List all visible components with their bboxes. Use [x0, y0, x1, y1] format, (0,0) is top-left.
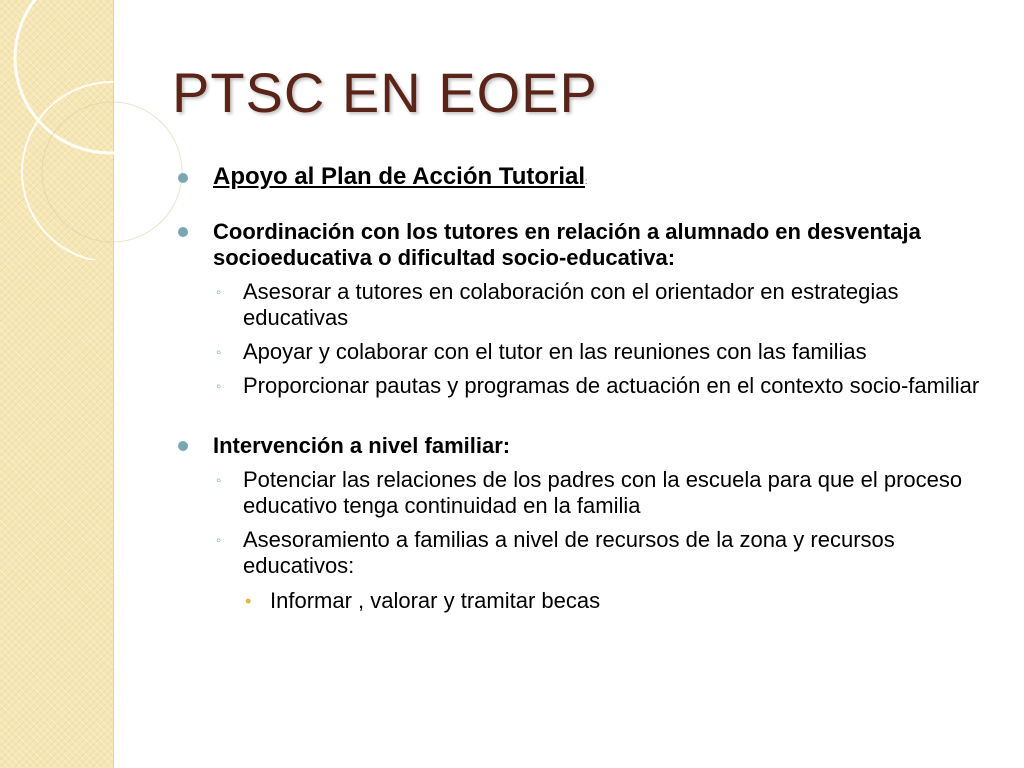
list-item: [178, 527, 998, 579]
bullet-suffix: :: [585, 177, 588, 186]
sub-list-item-text: Informar , valorar y tramitar becas: [270, 588, 601, 613]
ring-bullet-icon: ◦: [216, 378, 222, 395]
ring-bullet-icon: ◦: [216, 532, 222, 549]
list-item: [178, 279, 998, 331]
list-item-text: Asesoramiento a familias a nivel de recursos de la zona y recursos educativos:: [243, 527, 895, 578]
ring-bullet-icon: ◦: [216, 284, 222, 301]
bullet-label: Intervención a nivel familiar:: [213, 433, 511, 458]
list-item: [178, 339, 998, 365]
list-item: [178, 467, 998, 519]
bullet-intervencion: [178, 433, 998, 459]
star-bullet-icon: •: [245, 591, 252, 611]
list-item-text: Apoyar y colaborar con el tutor en las reuniones con las familias: [243, 339, 867, 364]
list-item-text: Potenciar las relaciones de los padres con la escuela para que el proceso educativo tenga continuidad en la familia: [243, 467, 963, 518]
sub-list-item: [178, 588, 998, 614]
ring-bullet-icon: ◦: [216, 472, 222, 489]
list-item: [178, 373, 998, 399]
slide-title: PTSC EN EOEP: [172, 61, 598, 124]
list-item-text: Proporcionar pautas y programas de actuación en el contexto socio-familiar: [243, 373, 980, 398]
bullet-apoyo-plan: [178, 162, 998, 197]
bullet-coordinacion: [178, 219, 998, 271]
bullet-dot-icon: [178, 173, 188, 183]
bullet-dot-icon: [178, 227, 188, 237]
list-item-text: Asesorar a tutores en colaboración con el orientador en estrategias educativas: [243, 279, 899, 330]
bullet-label: Coordinación con los tutores en relación a alumnado en desventaja socioeducativa o dificultad socio-educativa:: [213, 219, 921, 270]
ring-bullet-icon: ◦: [216, 344, 222, 361]
bullet-label: Apoyo al Plan de Acción Tutorial: [213, 163, 586, 190]
slide-content: [178, 162, 998, 614]
bullet-dot-icon: [178, 441, 188, 451]
